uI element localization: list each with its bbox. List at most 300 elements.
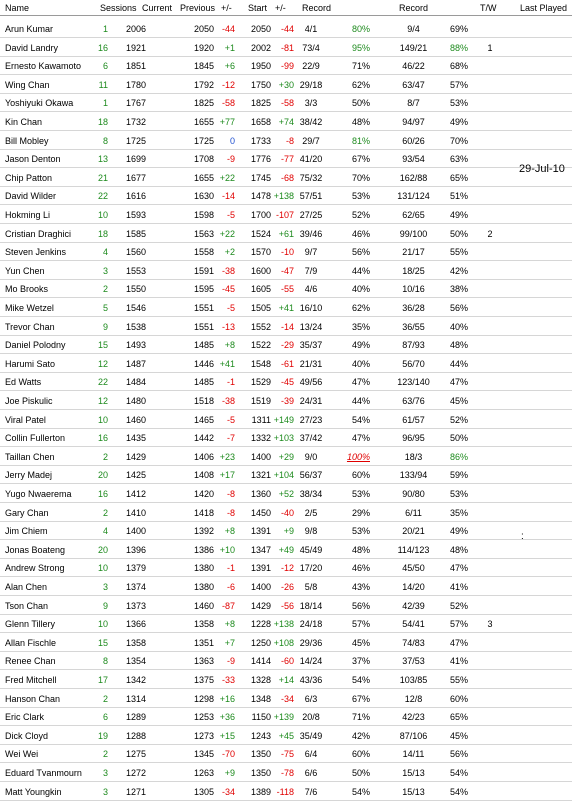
table-row[interactable] bbox=[0, 317, 572, 336]
start-rating: 1825 bbox=[250, 98, 271, 109]
table-row[interactable] bbox=[0, 93, 572, 112]
current-rating: 1732 bbox=[125, 117, 146, 127]
session-record: 39/46 bbox=[299, 228, 323, 239]
sessions-cell: 6 bbox=[102, 61, 108, 72]
col-header-sessions[interactable]: Sessions bbox=[100, 3, 137, 13]
previous-rating: 1358 bbox=[193, 619, 214, 630]
sessions-cell: 10 bbox=[97, 563, 108, 574]
total-change: -118 bbox=[276, 786, 294, 797]
rating-change: -5 bbox=[226, 414, 235, 425]
overall-win-pct: 86% bbox=[449, 451, 468, 462]
rating-change: +8 bbox=[224, 619, 235, 630]
current-rating: 1272 bbox=[125, 768, 146, 778]
previous-rating: 1406 bbox=[193, 451, 214, 462]
overall-win-pct: 41% bbox=[449, 582, 468, 592]
player-name: Yun Chen bbox=[5, 265, 45, 276]
player-name: David Landry bbox=[5, 42, 59, 53]
overall-win-pct: 54% bbox=[449, 786, 468, 797]
start-rating: 1450 bbox=[250, 507, 271, 518]
overall-record: 63/47 bbox=[402, 79, 425, 90]
previous-rating: 1551 bbox=[193, 321, 214, 332]
table-row[interactable] bbox=[0, 447, 572, 466]
table-header bbox=[0, 0, 572, 16]
rating-change: -1 bbox=[226, 563, 235, 574]
total-change: +149 bbox=[273, 414, 294, 425]
player-name: Cristian Draghici bbox=[5, 228, 72, 239]
session-win-pct: 43% bbox=[351, 582, 370, 592]
start-rating: 1658 bbox=[250, 117, 271, 127]
session-win-pct: 80% bbox=[351, 24, 370, 34]
session-record: 27/23 bbox=[299, 414, 323, 425]
table-row[interactable] bbox=[0, 56, 572, 75]
total-change: -78 bbox=[280, 768, 294, 778]
overall-record: 90/80 bbox=[402, 489, 425, 499]
rating-change: +8 bbox=[224, 526, 235, 537]
table-row[interactable] bbox=[0, 428, 572, 447]
sessions-cell: 2 bbox=[102, 749, 108, 760]
col-header-delta2[interactable]: +/- bbox=[275, 3, 286, 13]
previous-rating: 1558 bbox=[193, 247, 214, 258]
table-row[interactable] bbox=[0, 354, 572, 373]
start-rating: 1429 bbox=[250, 600, 271, 611]
rating-change: -5 bbox=[226, 210, 235, 220]
rating-change: +10 bbox=[219, 544, 235, 555]
rating-change: +1 bbox=[224, 42, 235, 53]
current-rating: 1593 bbox=[125, 210, 146, 220]
player-name: Bill Mobley bbox=[5, 135, 49, 146]
previous-rating: 1345 bbox=[193, 749, 214, 760]
player-name: Eric Clark bbox=[5, 712, 45, 723]
session-record: 41/20 bbox=[299, 154, 323, 165]
table-row[interactable] bbox=[0, 372, 572, 391]
session-win-pct: 54% bbox=[351, 675, 370, 685]
total-change: +108 bbox=[273, 637, 294, 648]
previous-rating: 1392 bbox=[193, 526, 214, 537]
table-row[interactable] bbox=[0, 633, 572, 652]
col-header-delta1[interactable]: +/- bbox=[221, 3, 232, 13]
overall-win-pct: 52% bbox=[449, 414, 468, 425]
start-rating: 1505 bbox=[250, 303, 271, 313]
sessions-cell: 15 bbox=[97, 340, 108, 351]
start-rating: 2050 bbox=[250, 24, 271, 34]
current-rating: 1851 bbox=[125, 61, 146, 72]
start-rating: 1600 bbox=[250, 265, 271, 276]
tw-cell: 2 bbox=[487, 228, 493, 239]
previous-rating: 1655 bbox=[193, 172, 214, 183]
overall-win-pct: 65% bbox=[449, 712, 468, 723]
overall-record: 15/13 bbox=[402, 768, 425, 778]
session-win-pct: 50% bbox=[351, 768, 370, 778]
overall-record: 123/140 bbox=[397, 377, 430, 388]
table-row[interactable] bbox=[0, 298, 572, 317]
overall-record: 94/97 bbox=[402, 117, 425, 127]
sessions-cell: 13 bbox=[97, 154, 108, 165]
table-row[interactable] bbox=[0, 149, 572, 168]
sessions-cell: 3 bbox=[102, 768, 108, 778]
current-rating: 1546 bbox=[125, 303, 146, 313]
sessions-cell: 4 bbox=[102, 526, 108, 537]
table-row[interactable] bbox=[0, 763, 572, 782]
overall-win-pct: 51% bbox=[449, 191, 468, 202]
current-rating: 1400 bbox=[125, 526, 146, 537]
overall-win-pct: 56% bbox=[449, 303, 468, 313]
overall-record: 15/13 bbox=[402, 786, 425, 797]
previous-rating: 1920 bbox=[193, 42, 214, 53]
overall-win-pct: 49% bbox=[449, 210, 468, 220]
session-win-pct: 62% bbox=[351, 79, 370, 90]
previous-rating: 1446 bbox=[193, 358, 214, 369]
overall-record: 61/57 bbox=[402, 414, 425, 425]
table-row[interactable] bbox=[0, 558, 572, 577]
last-played-date: 29-Jul-10 bbox=[519, 163, 565, 175]
player-name: Harumi Sato bbox=[5, 358, 56, 369]
rating-change: -38 bbox=[221, 265, 235, 276]
session-record: 35/49 bbox=[299, 730, 323, 741]
table-row[interactable] bbox=[0, 112, 572, 131]
table-row[interactable] bbox=[0, 503, 572, 522]
sessions-cell: 9 bbox=[102, 321, 108, 332]
rating-change: +8 bbox=[224, 340, 235, 351]
table-row[interactable] bbox=[0, 726, 572, 745]
player-name: Wei Wei bbox=[5, 749, 39, 760]
previous-rating: 1408 bbox=[193, 470, 214, 481]
player-name: Yugo Nwaerema bbox=[5, 489, 72, 499]
player-name: Wing Chan bbox=[5, 79, 50, 90]
sessions-cell: 3 bbox=[102, 582, 108, 592]
player-name: Viral Patel bbox=[5, 414, 46, 425]
rating-change: +6 bbox=[224, 61, 235, 72]
current-rating: 1780 bbox=[125, 79, 146, 90]
table-row[interactable] bbox=[0, 335, 572, 354]
session-win-pct: 62% bbox=[351, 303, 370, 313]
previous-rating: 1655 bbox=[193, 117, 214, 127]
start-rating: 1311 bbox=[251, 414, 271, 425]
player-name: Trevor Chan bbox=[5, 321, 55, 332]
table-row[interactable] bbox=[0, 689, 572, 708]
table-row[interactable] bbox=[0, 744, 572, 763]
start-rating: 1552 bbox=[250, 321, 271, 332]
total-change: -99 bbox=[280, 61, 294, 72]
overall-record: 62/65 bbox=[402, 210, 425, 220]
overall-win-pct: 88% bbox=[449, 42, 468, 53]
table-row[interactable] bbox=[0, 75, 572, 94]
overall-record: 9/4 bbox=[407, 24, 420, 34]
sessions-cell: 2 bbox=[102, 693, 108, 704]
player-name: Glenn Tillery bbox=[5, 619, 56, 630]
current-rating: 1725 bbox=[125, 135, 146, 146]
session-record: 18/14 bbox=[299, 600, 323, 611]
overall-record: 60/26 bbox=[402, 135, 425, 146]
current-rating: 1435 bbox=[125, 433, 146, 444]
table-row[interactable] bbox=[0, 186, 572, 205]
rating-change: -8 bbox=[226, 489, 235, 499]
start-rating: 1389 bbox=[250, 786, 271, 797]
col-header-tw[interactable]: T/W bbox=[480, 3, 497, 13]
overall-record: 14/20 bbox=[402, 582, 425, 592]
table-row[interactable] bbox=[0, 410, 572, 429]
previous-rating: 1563 bbox=[193, 228, 214, 239]
table-row[interactable] bbox=[0, 614, 572, 633]
current-rating: 1425 bbox=[125, 470, 146, 481]
overall-record: 93/54 bbox=[402, 154, 425, 165]
player-name: Gary Chan bbox=[5, 507, 49, 518]
current-rating: 1767 bbox=[125, 98, 146, 109]
player-name: Mo Brooks bbox=[5, 284, 49, 295]
overall-record: 149/21 bbox=[399, 42, 428, 53]
rating-change: -45 bbox=[221, 284, 235, 295]
table-row[interactable] bbox=[0, 168, 572, 187]
previous-rating: 1442 bbox=[193, 433, 214, 444]
rating-change: +16 bbox=[219, 693, 235, 704]
player-name: Matt Youngkin bbox=[5, 786, 62, 797]
rating-change: +9 bbox=[224, 768, 235, 778]
rating-change: +17 bbox=[219, 470, 235, 481]
current-rating: 1275 bbox=[125, 749, 146, 760]
current-rating: 1429 bbox=[125, 451, 146, 462]
total-change: -34 bbox=[280, 693, 294, 704]
current-rating: 1289 bbox=[125, 712, 146, 723]
overall-record: 21/17 bbox=[402, 247, 425, 258]
overall-win-pct: 42% bbox=[449, 265, 468, 276]
overall-win-pct: 44% bbox=[449, 358, 468, 369]
overall-win-pct: 70% bbox=[449, 135, 468, 146]
previous-rating: 1253 bbox=[193, 712, 214, 723]
session-win-pct: 44% bbox=[351, 396, 370, 406]
session-win-pct: 100% bbox=[346, 451, 370, 462]
session-record: 29/7 bbox=[302, 135, 320, 146]
current-rating: 1538 bbox=[125, 321, 146, 332]
previous-rating: 1485 bbox=[193, 377, 214, 388]
session-win-pct: 35% bbox=[351, 321, 370, 332]
previous-rating: 1551 bbox=[193, 303, 214, 313]
overall-win-pct: 40% bbox=[449, 321, 468, 332]
session-record: 37/42 bbox=[299, 433, 323, 444]
sessions-cell: 5 bbox=[102, 303, 108, 313]
session-record: 29/36 bbox=[299, 637, 323, 648]
sessions-cell: 12 bbox=[97, 396, 108, 406]
total-change: +138 bbox=[273, 191, 294, 202]
start-rating: 1745 bbox=[250, 172, 271, 183]
overall-record: 162/88 bbox=[399, 172, 428, 183]
session-record: 2/5 bbox=[304, 507, 318, 518]
overall-record: 18/25 bbox=[402, 265, 425, 276]
overall-record: 87/93 bbox=[402, 340, 425, 351]
start-rating: 1328 bbox=[250, 675, 271, 685]
sessions-cell: 3 bbox=[102, 265, 108, 276]
overall-win-pct: 47% bbox=[449, 563, 468, 574]
table-row[interactable] bbox=[0, 651, 572, 670]
overall-win-pct: 57% bbox=[449, 619, 468, 630]
overall-record: 99/100 bbox=[399, 228, 428, 239]
total-change: +138 bbox=[273, 619, 294, 630]
total-change: -39 bbox=[280, 396, 294, 406]
total-change: -68 bbox=[280, 172, 294, 183]
overall-win-pct: 50% bbox=[449, 433, 468, 444]
sessions-cell: 18 bbox=[97, 228, 108, 239]
previous-rating: 1380 bbox=[193, 582, 214, 592]
total-change: -8 bbox=[285, 135, 294, 146]
table-row[interactable] bbox=[0, 577, 572, 596]
tw-cell: 1 bbox=[487, 42, 493, 53]
session-win-pct: 67% bbox=[351, 693, 370, 704]
overall-record: 103/85 bbox=[399, 675, 428, 685]
start-rating: 1733 bbox=[250, 135, 271, 146]
rating-change: +7 bbox=[224, 637, 235, 648]
table-row[interactable] bbox=[0, 205, 572, 224]
overall-win-pct: 63% bbox=[449, 154, 468, 165]
session-win-pct: 56% bbox=[351, 247, 370, 258]
session-record: 38/42 bbox=[299, 117, 323, 127]
table-row[interactable] bbox=[0, 707, 572, 726]
overall-win-pct: 56% bbox=[449, 749, 468, 760]
session-win-pct: 46% bbox=[351, 228, 370, 239]
session-win-pct: 54% bbox=[351, 414, 370, 425]
total-change: -26 bbox=[280, 582, 294, 592]
col-header-record[interactable]: Record bbox=[302, 3, 332, 13]
current-rating: 1396 bbox=[125, 544, 146, 555]
table-row[interactable] bbox=[0, 224, 572, 243]
table-row[interactable] bbox=[0, 465, 572, 484]
session-record: 6/6 bbox=[304, 768, 318, 778]
table-row[interactable] bbox=[0, 521, 572, 540]
session-win-pct: 50% bbox=[351, 98, 370, 109]
total-change: -56 bbox=[280, 600, 294, 611]
total-change: -29 bbox=[280, 340, 294, 351]
overall-record: 63/76 bbox=[402, 396, 425, 406]
sessions-cell: 6 bbox=[102, 712, 108, 723]
current-rating: 1553 bbox=[125, 265, 146, 276]
col-header-previous[interactable]: Previous bbox=[180, 3, 216, 13]
session-record: 35/37 bbox=[299, 340, 323, 351]
current-rating: 1342 bbox=[125, 675, 146, 685]
table-row[interactable] bbox=[0, 19, 572, 38]
col-header-name[interactable]: Name bbox=[5, 3, 30, 13]
col-header-last-played[interactable]: Last Played bbox=[520, 3, 568, 13]
session-record: 5/8 bbox=[304, 582, 318, 592]
total-change: +49 bbox=[278, 544, 294, 555]
table-row[interactable] bbox=[0, 242, 572, 261]
current-rating: 1366 bbox=[125, 619, 146, 630]
table-row[interactable] bbox=[0, 596, 572, 615]
rating-change: +22 bbox=[219, 228, 235, 239]
start-rating: 1524 bbox=[250, 228, 271, 239]
overall-record: 36/55 bbox=[402, 321, 425, 332]
total-change: +74 bbox=[278, 117, 294, 127]
overall-record: 12/8 bbox=[404, 693, 423, 704]
overall-record: 96/95 bbox=[402, 433, 425, 444]
start-rating: 1950 bbox=[250, 61, 271, 72]
overall-record: 36/28 bbox=[402, 303, 425, 313]
total-change: -61 bbox=[280, 358, 294, 369]
sessions-cell: 20 bbox=[97, 470, 108, 481]
session-record: 16/10 bbox=[299, 303, 323, 313]
overall-record: 20/21 bbox=[402, 526, 425, 537]
previous-rating: 1263 bbox=[193, 768, 214, 778]
session-record: 75/32 bbox=[299, 172, 323, 183]
player-name: Joe Piskulic bbox=[5, 396, 53, 406]
session-win-pct: 56% bbox=[351, 600, 370, 611]
table-row[interactable] bbox=[0, 131, 572, 150]
total-change: +14 bbox=[278, 675, 294, 685]
sessions-cell: 16 bbox=[97, 433, 108, 444]
session-record: 13/24 bbox=[299, 321, 323, 332]
session-record: 24/18 bbox=[299, 619, 323, 630]
start-rating: 1347 bbox=[250, 544, 271, 555]
overall-win-pct: 45% bbox=[449, 396, 468, 406]
col-header-start[interactable]: Start bbox=[248, 3, 268, 13]
table-row[interactable] bbox=[0, 782, 572, 801]
session-win-pct: 47% bbox=[351, 377, 370, 388]
col-header-current[interactable]: Current bbox=[142, 3, 173, 13]
total-change: +29 bbox=[278, 451, 294, 462]
table-row[interactable] bbox=[0, 391, 572, 410]
overall-record: 18/3 bbox=[404, 451, 423, 462]
previous-rating: 1591 bbox=[193, 265, 214, 276]
sessions-cell: 2 bbox=[102, 284, 108, 295]
current-rating: 1288 bbox=[125, 730, 146, 741]
overall-win-pct: 57% bbox=[449, 79, 468, 90]
previous-rating: 1380 bbox=[193, 563, 214, 574]
total-change: +104 bbox=[273, 470, 294, 481]
session-win-pct: 81% bbox=[351, 135, 370, 146]
player-name: Collin Fullerton bbox=[5, 433, 66, 444]
session-win-pct: 48% bbox=[351, 117, 370, 127]
total-change: -14 bbox=[280, 321, 294, 332]
overall-record: 37/53 bbox=[402, 656, 425, 667]
session-win-pct: 48% bbox=[351, 544, 370, 555]
session-record: 7/6 bbox=[304, 786, 318, 797]
table-row[interactable] bbox=[0, 261, 572, 280]
player-name: Chip Patton bbox=[5, 172, 53, 183]
sessions-cell: 10 bbox=[97, 210, 108, 220]
player-name: Daniel Polodny bbox=[5, 340, 66, 351]
sessions-cell: 10 bbox=[97, 619, 108, 630]
sessions-cell: 2 bbox=[102, 507, 108, 518]
rating-change: -12 bbox=[221, 79, 235, 90]
total-change: -75 bbox=[280, 749, 294, 760]
start-rating: 1400 bbox=[250, 451, 271, 462]
total-change: -40 bbox=[280, 507, 294, 518]
start-rating: 1228 bbox=[250, 619, 271, 630]
table-row[interactable] bbox=[0, 484, 572, 503]
session-record: 27/25 bbox=[299, 210, 323, 220]
current-rating: 1484 bbox=[125, 377, 146, 388]
col-header-record2[interactable]: Record bbox=[399, 3, 429, 13]
session-record: 14/24 bbox=[299, 656, 323, 667]
previous-rating: 1708 bbox=[193, 154, 214, 165]
total-change: +41 bbox=[278, 303, 294, 313]
session-record: 43/36 bbox=[299, 675, 323, 685]
table-row[interactable] bbox=[0, 279, 572, 298]
current-rating: 1585 bbox=[125, 228, 146, 239]
table-row[interactable] bbox=[0, 540, 572, 559]
table-row[interactable] bbox=[0, 670, 572, 689]
rating-change: -5 bbox=[226, 303, 235, 313]
previous-rating: 1420 bbox=[193, 489, 214, 499]
overall-win-pct: 49% bbox=[449, 526, 468, 537]
overall-win-pct: 52% bbox=[449, 600, 468, 611]
table-row[interactable] bbox=[0, 38, 572, 57]
sessions-cell: 1 bbox=[102, 98, 108, 109]
current-rating: 1699 bbox=[125, 154, 146, 165]
overall-record: 10/16 bbox=[402, 284, 425, 295]
player-name: Hokming Li bbox=[5, 210, 51, 220]
rating-change: -7 bbox=[226, 433, 235, 444]
total-change: -55 bbox=[280, 284, 294, 295]
start-rating: 1391 bbox=[250, 563, 271, 574]
start-rating: 1548 bbox=[250, 358, 271, 369]
player-name: Renee Chan bbox=[5, 656, 56, 667]
